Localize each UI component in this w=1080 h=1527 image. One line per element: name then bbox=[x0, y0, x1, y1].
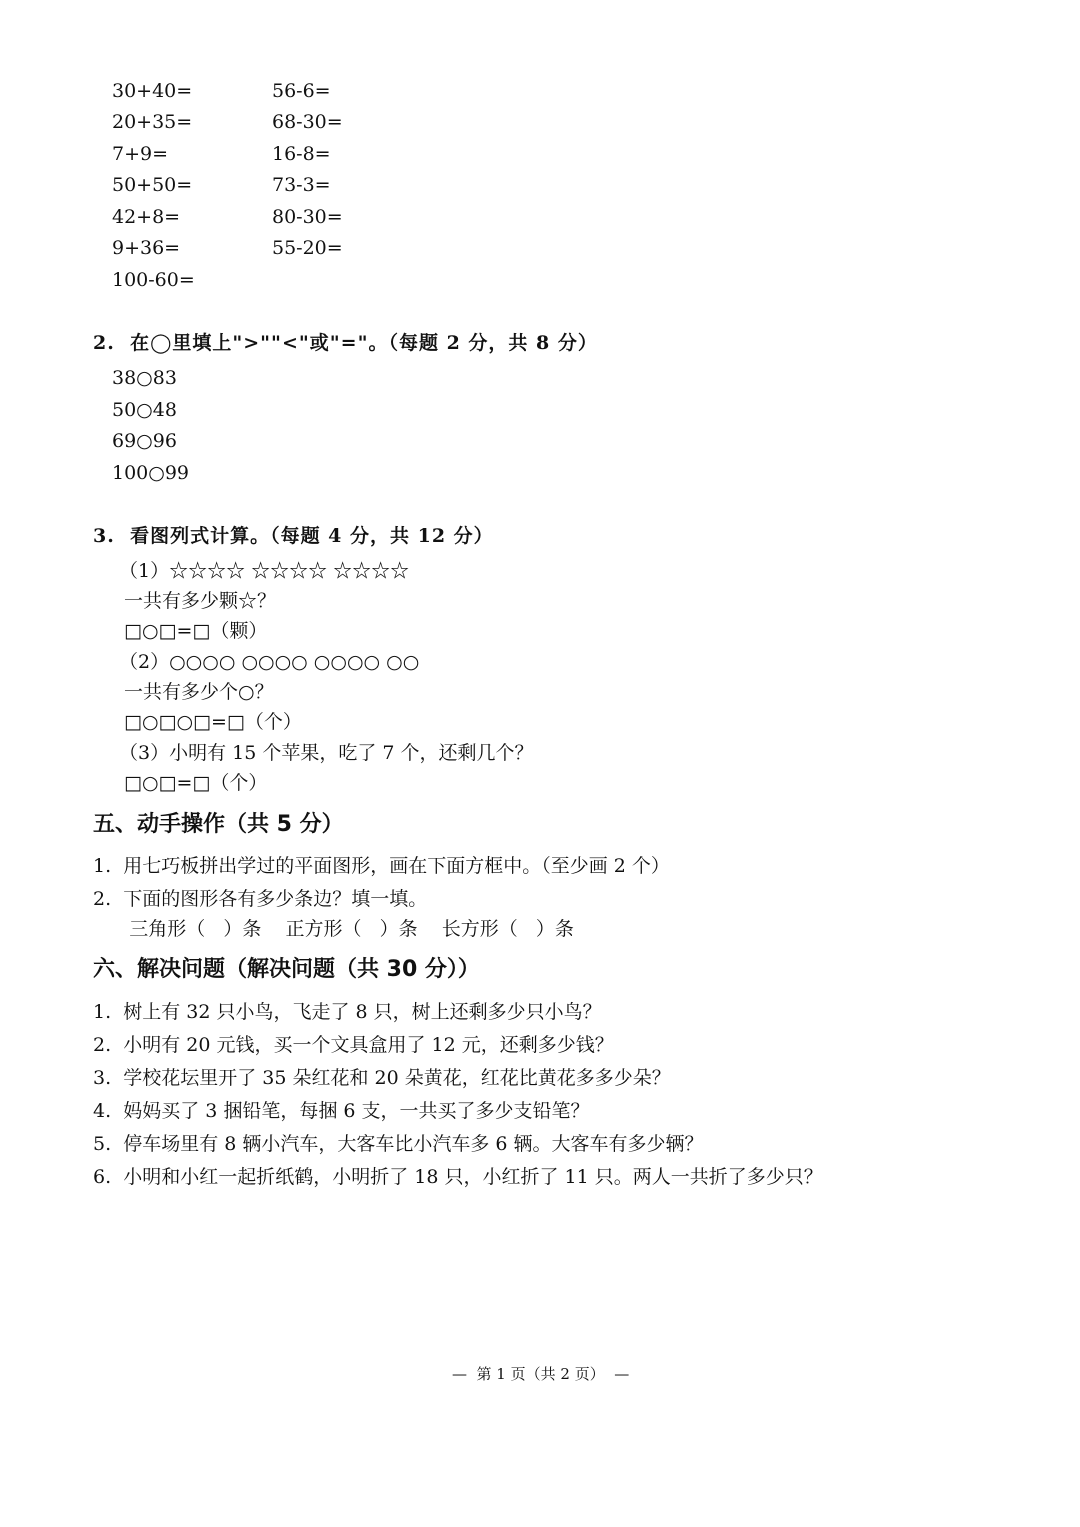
q3-title: 3. 看图列式计算。（每题 4 分，共 12 分） bbox=[93, 525, 494, 547]
q2-item-4: 100○99 bbox=[112, 462, 190, 484]
arith-right-2: 68-30= bbox=[272, 111, 343, 133]
arith-left-6: 9+36= bbox=[112, 237, 181, 259]
section-6-title: 六、解决问题（解决问题（共 30 分）） bbox=[93, 957, 480, 982]
sec5-item-3: 三角形（ ）条 正方形（ ）条 长方形（ ）条 bbox=[93, 918, 574, 940]
sec6-item-1: 1. 树上有 32 只小鸟，飞走了 8 只，树上还剩多少只小鸟？ bbox=[93, 1001, 602, 1023]
q3-line-1: （1）☆☆☆☆ ☆☆☆☆ ☆☆☆☆ bbox=[119, 560, 410, 582]
sec6-item-3: 3. 学校花坛里开了 35 朵红花和 20 朵黄花，红花比黄花多多少朵？ bbox=[93, 1067, 671, 1089]
q2-item-1: 38○83 bbox=[112, 367, 177, 389]
sec5-item-2: 2. 下面的图形各有多少条边？填一填。 bbox=[93, 888, 428, 910]
q3-line-7: （3）小明有 15 个苹果，吃了 7 个，还剩几个？ bbox=[119, 742, 534, 764]
arith-right-6: 55-20= bbox=[272, 237, 343, 259]
q2-item-3: 69○96 bbox=[112, 430, 177, 452]
section-5-title: 五、动手操作（共 5 分） bbox=[93, 812, 344, 837]
arith-right-4: 73-3= bbox=[272, 174, 331, 196]
sec6-item-6: 6. 小明和小红一起折纸鹤，小明折了 18 只，小红折了 11 只。两人一共折了多少只？ bbox=[93, 1166, 823, 1188]
q2-item-2: 50○48 bbox=[112, 399, 177, 421]
q3-line-8: □○□=□（个） bbox=[124, 772, 268, 794]
arith-right-5: 80-30= bbox=[272, 206, 343, 228]
arith-left-2: 20+35= bbox=[112, 111, 193, 133]
q3-line-4: （2）○○○○ ○○○○ ○○○○ ○○ bbox=[119, 651, 420, 673]
sec6-item-4: 4. 妈妈买了 3 捆铅笔，每捆 6 支，一共买了多少支铅笔？ bbox=[93, 1100, 590, 1122]
arith-left-7: 100-60= bbox=[112, 269, 195, 291]
q3-line-3: □○□=□（颗） bbox=[124, 620, 268, 642]
arith-left-3: 7+9= bbox=[112, 143, 169, 165]
arith-right-1: 56-6= bbox=[272, 80, 331, 102]
sec5-item-1: 1. 用七巧板拼出学过的平面图形，画在下面方框中。（至少画 2 个） bbox=[93, 855, 670, 877]
sec6-item-5: 5. 停车场里有 8 辆小汽车，大客车比小汽车多 6 辆。大客车有多少辆？ bbox=[93, 1133, 704, 1155]
q3-line-5: 一共有多少个○？ bbox=[124, 681, 274, 703]
page-footer: — 第 1 页（共 2 页） — bbox=[452, 1365, 630, 1383]
arith-left-4: 50+50= bbox=[112, 174, 193, 196]
q3-line-2: 一共有多少颗☆？ bbox=[124, 590, 277, 612]
arith-left-1: 30+40= bbox=[112, 80, 193, 102]
sec6-item-2: 2. 小明有 20 元钱，买一个文具盒用了 12 元，还剩多少钱？ bbox=[93, 1034, 614, 1056]
q3-line-6: □○□○□=□（个） bbox=[124, 711, 302, 733]
q2-title: 2. 在◯里填上">""<"或"="。（每题 2 分，共 8 分） bbox=[93, 332, 598, 354]
arith-right-3: 16-8= bbox=[272, 143, 331, 165]
arith-left-5: 42+8= bbox=[112, 206, 181, 228]
